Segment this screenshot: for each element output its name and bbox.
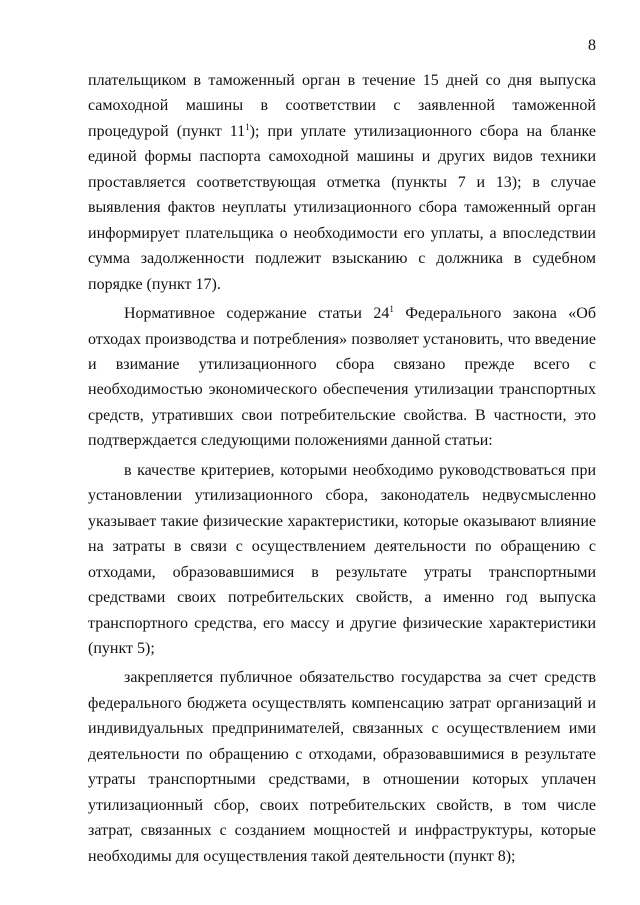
text-segment: плательщиком в таможенный орган в течение 15 дней со дня выпуска самоходной машины в соответствии с заявленной таможенной процедурой (пункт 11	[88, 72, 596, 140]
text-segment: закрепляется публичное обязательство государства за счет средств федерального бюджета осуществлять компенсацию затрат организаций и индивидуальных предпринимателей, связанных с осуществлением ими деятельности по обращению с отходами, образовавшимися в результате утраты транспортными средствами, в отношении которых уплачен утилизационный сбор, своих потребительских свойств, в том числе затрат, связанных с созданием мощностей и инфраструктуры, которые необходимы для осуществления такой деятельности (пункт 8);	[88, 669, 596, 865]
text-segment: в качестве критериев, которыми необходимо руководствоваться при установлении утилизационного сбора, законодатель недвусмысленно указывает такие физические характеристики, которые оказывают влияние на затраты в связи с осуществлением деятельности по обращению с отходами, образовавшимися в результате утраты транспортными средствами своих потребительских свойств, а именно год выпуска транспортного средства, его массу и другие физические характеристики (пункт 5);	[88, 461, 596, 657]
superscript: 1	[245, 121, 250, 132]
text-segment: Нормативное содержание статьи 24	[124, 305, 390, 323]
paragraph-continuation	[88, 68, 596, 297]
paragraph-article-24-1	[88, 301, 596, 454]
text-segment: ); при уплате утилизационного сбора на бланке единой формы паспорта самоходной машины и других видов техники проставляется соответствующая отметка (пункты 7 и 13); в случае выявления фактов неуплаты утилизационного сбора таможенный орган информирует плательщика о необходимости его уплаты, а впоследствии сумма задолженности подлежит взысканию с должника в судебном порядке (пункт 17).	[88, 122, 596, 293]
superscript: 1	[389, 304, 394, 315]
paragraph-criteria	[88, 458, 596, 662]
paragraph-public-obligation	[88, 665, 596, 869]
text-segment: Федерального закона «Об отходах производства и потребления» позволяет установить, что введение и взимание утилизационного сбора связано прежде всего с необходимостью экономического обеспечения утилизации транспортных средств, утративших свои потребительские свойства. В частности, это подтверждается следующими положениями данной статьи:	[88, 305, 597, 450]
page-number: 8	[588, 37, 596, 54]
body-text	[88, 68, 596, 869]
